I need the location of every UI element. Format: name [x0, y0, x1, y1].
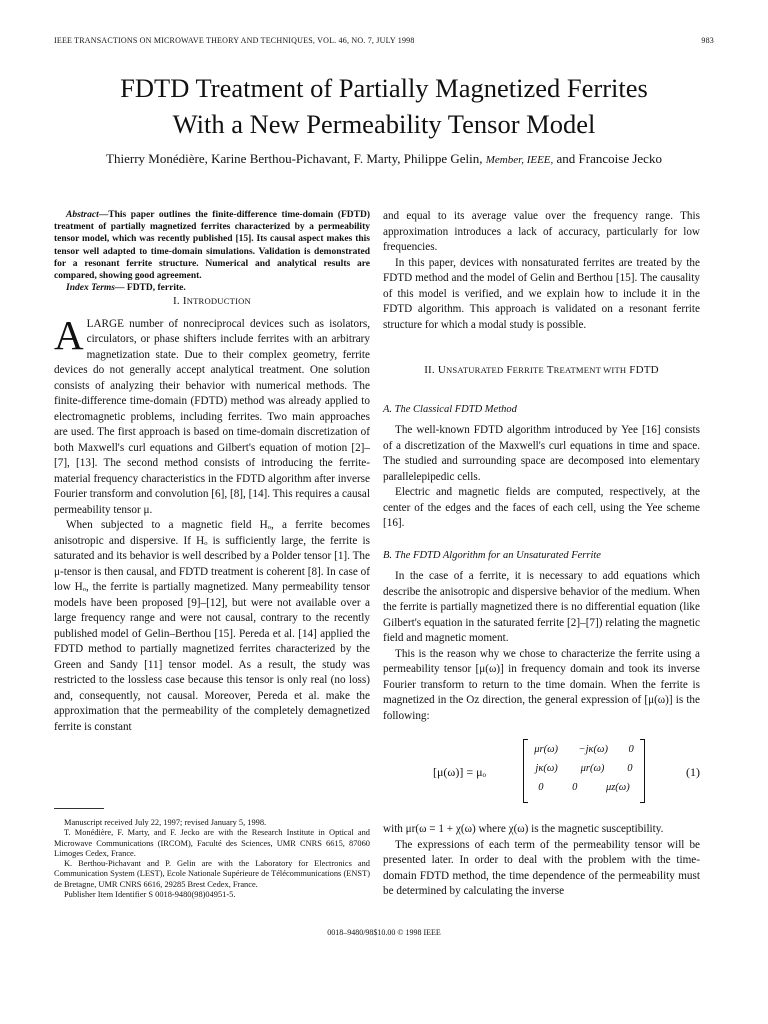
matrix-cell: 0 — [538, 782, 544, 793]
equation-lhs: [μ(ω)] = μₒ — [433, 765, 486, 779]
matrix-cell: μz(ω) — [605, 782, 630, 793]
subsection-heading-b: B. The FDTD Algorithm for an Unsaturated Ferrite — [383, 549, 601, 561]
page-number: 983 — [701, 36, 714, 45]
matrix-row — [524, 740, 644, 759]
authors-main: Thierry Monédière, Karine Berthou-Pichavant, F. Marty, Philippe Gelin, — [106, 151, 483, 166]
subsection-b-paragraph-2: This is the reason why we chose to characterize the ferrite using a permeability tensor [μ(ω)] in frequency domain and took its inverse Fourier transform to return to the time domain. When the ferrite is magnetized in the Oz direction, the general expression of [μ(ω)] is the following: — [383, 647, 700, 722]
abstract-text: —This paper outlines the finite-difference time-domain (FDTD) treatment of partially magnetized ferrites characterized by a permeability tensor model, which was recently published [15]. Its causal aspect makes this tensor well adapted to time-domain simulations. Validation is demonstrated for a resonant ferrite structure. Numerical and analytical results are compared, showing good agreement. — [54, 210, 370, 282]
intro-paragraph-1-text: LARGE number of nonreciprocal devices such as isolators, circulators, or phase shifters include ferrites with an arbitrary magnetization state. Due to their complex geometry, ferrite devices do not generally accept analytical treatment. One solution consists of analyzing their behavior with numerical methods. The finite-difference time-domain (FDTD) method was already applied to electromagnetic problems, including ferrites. Two main approaches are used. The first approach is based on time-domain discretization of both Maxwell's curl equations and Gilbert's equation of motion [2]–[7], [13]. The second method consists of introducing the ferrite-material frequency characteristics in the FDTD algorithm after inverse Fourier transform and convolution [6], [8], [14]. This requires a causal permeability tensor μ. — [54, 317, 370, 516]
left-column — [54, 209, 370, 735]
index-terms — [54, 282, 370, 294]
equation-number: (1) — [686, 765, 700, 779]
matrix-row — [524, 759, 644, 778]
footnote-received: Manuscript received July 22, 1997; revised January 5, 1998. — [64, 818, 267, 827]
matrix-cell: μr(ω) — [534, 744, 559, 755]
heading-word-1-cap: U — [437, 364, 446, 376]
running-header — [54, 36, 714, 50]
copyright-line: 0018–9480/98$10.00 © 1998 IEEE — [327, 928, 441, 937]
section-number: I. — [173, 295, 180, 308]
section-heading-unsaturated — [383, 363, 700, 379]
matrix-cell: −jκ(ω) — [578, 744, 608, 755]
intro-paragraph-2: When subjected to a magnetic field Hₒ, a ferrite becomes anisotropic and dispersive. If Hₒ is sufficiently large, the ferrite is saturated and its behavior is well described by a Polder tensor [1]. The μ-tensor is then causal, and FDTD treatment is coherent [8]. In case of low Hₒ, the ferrite is partially magnetized. Many permeability tensor models have been proposed [9]–[12], but were not available over a large frequency range and were not causal, contrary to the recently published model of Gelin–Berthou [15]. Pereda et al. [14] applied the FDTD method to partially magnetized ferrites characterized by the Green and Sandy [11] tensor model. As a result, the study was restricted to the lossless case because this tensor is only real (no loss) and, consequently, not causal. Moreover, Pereda et al. make the approximation that the permeability of the completely demagnetized ferrite is constant — [54, 519, 370, 733]
section-title-rest: NTRODUCTION — [186, 296, 251, 307]
subsection-heading-a: A. The Classical FDTD Method — [383, 403, 517, 415]
footnote-publisher-id: Publisher Item Identifier S 0018-9480(98)04951-5. — [64, 890, 236, 900]
expressions-paragraph: The expressions of each term of the permeability tensor will be presented later. In order to deal with the problem with the time-domain FDTD method, the time dependence of the permeability must be determined by calculating the inverse — [383, 838, 700, 897]
section-heading-introduction — [54, 294, 370, 310]
matrix-cell: 0 — [627, 763, 633, 774]
abstract-label: Abstract — [66, 210, 99, 220]
matrix-row — [524, 778, 644, 797]
journal-name: IEEE TRANSACTIONS ON MICROWAVE THEORY AND TECHNIQUES, VOL. 46, NO. 7, JULY 1998 — [54, 36, 415, 45]
heading-word-1-rest: NSATURATED — [445, 365, 504, 375]
index-terms-label: Index Terms — [66, 283, 116, 294]
footnote-affiliation-2: K. Berthou-Pichavant and P. Gelin are with the Laboratory for Electronics and Communication System (LEST), Ecole Nationale Supérieure de Télécommunications (ENST) de Bretagne, UMR CNRS 6616, 29285 Brest Cedex, France. — [54, 859, 370, 889]
matrix-cell: μr(ω) — [580, 763, 605, 774]
author-list — [30, 151, 738, 168]
equation-1 — [383, 738, 700, 808]
heading-word-4: FDTD — [629, 364, 659, 376]
heading-word-3-cap: T — [546, 364, 554, 376]
author-membership: Member, IEEE, — [485, 154, 554, 166]
abstract — [54, 209, 370, 282]
drop-cap: A — [54, 311, 84, 358]
subsection-a-paragraph-1: The well-known FDTD algorithm introduced by Yee [16] consists of a discretization of the Maxwell's curl equations in time and space. The studied and surrounding space are decomposed into elementary parallelepipedic cells. — [383, 424, 700, 483]
paper-title — [30, 70, 738, 142]
footnote-rule — [54, 808, 104, 809]
index-terms-text: — FDTD, ferrite. — [115, 283, 186, 294]
paper-scope-paragraph: In this paper, devices with nonsaturated ferrites are treated by the FDTD method and the model of Gelin and Berthou [15]. The causality of this model is verified, and we explain how to include it in the FDTD algorithm. This approach is validated on a resonant ferrite structure for which a modal study is possible. — [383, 256, 700, 331]
intro-paragraph-1 — [54, 311, 370, 519]
heading-word-3-rest: REATMENT WITH — [553, 365, 627, 375]
title-line-1: FDTD Treatment of Partially Magnetized Ferrites — [120, 73, 648, 103]
footnote-affiliation-1: T. Monédière, F. Marty, and F. Jecko are with the Research Institute in Optical and Microwave Communications (IRCOM), Faculté des Sciences, UMR CNRS 6615, 87060 Limoges Cedex, France. — [54, 828, 370, 858]
subsection-a-paragraph-2: Electric and magnetic fields are computed, respectively, at the center of the edges and the faces of each cell, using the Yee scheme [16]. — [383, 486, 700, 529]
matrix-cell: 0 — [572, 782, 578, 793]
matrix-cell: jκ(ω) — [535, 763, 558, 774]
footnotes — [54, 818, 370, 900]
section-title-first: I — [182, 295, 187, 308]
subsection-b-paragraph-1: In the case of a ferrite, it is necessary to add equations which describe the anisotropic and dispersive behavior of the medium. When the ferrite is partially magnetized there is no differential equation (like Gilbert's equation in the saturated ferrite [2]–[7]) relating the magnetic field and magnetic moment. — [383, 570, 700, 644]
right-column — [383, 209, 700, 900]
heading-word-2-cap: F — [506, 364, 513, 376]
authors-tail: and Francoise Jecko — [556, 151, 662, 166]
continued-paragraph: and equal to its average value over the frequency range. This approximation introduces a lack of accuracy, particularly for low frequencies. — [383, 210, 700, 253]
heading-word-2-rest: ERRITE — [512, 365, 544, 375]
matrix-cell: 0 — [628, 744, 634, 755]
permeability-matrix — [523, 740, 645, 802]
title-line-2: With a New Permeability Tensor Model — [172, 109, 596, 139]
susceptibility-paragraph: with μr(ω = 1 + χ(ω) where χ(ω) is the magnetic susceptibility. — [383, 823, 664, 835]
section-number: II. — [424, 364, 435, 376]
